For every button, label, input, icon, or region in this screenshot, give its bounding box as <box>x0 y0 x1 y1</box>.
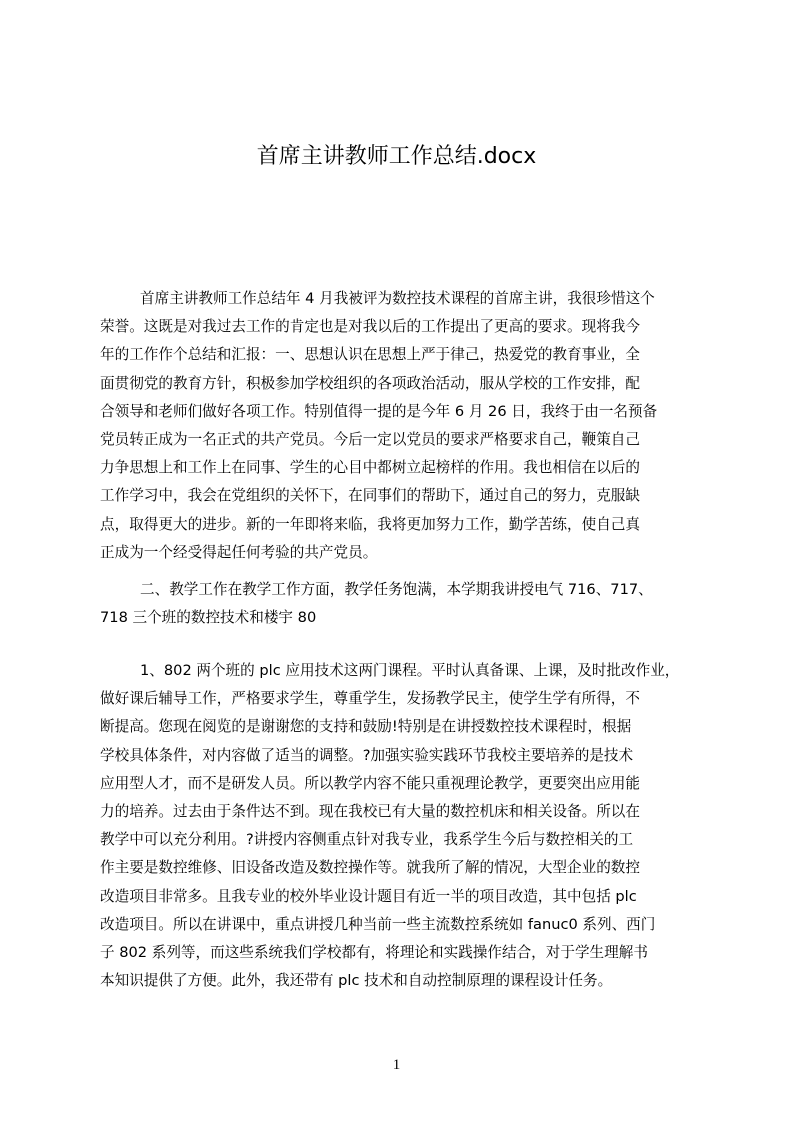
text-line: 点，取得更大的进步。新的一年即将来临，我将更加努力工作，勤学苦练，使自己真 <box>100 515 640 533</box>
text-line: 教学中可以充分利用。?讲授内容侧重点针对我专业，我系学生今后与数控相关的工 <box>100 831 634 849</box>
text-line: 力的培养。过去由于条件达不到。现在我校已有大量的数控机床和相关设备。所以在 <box>100 802 640 820</box>
text-line: 子 802 系列等，而这些系统我们学校都有，将理论和实践操作结合，对于学生理解书 <box>100 943 648 961</box>
text-line: 力争思想上和工作上在同事、学生的心目中都树立起榜样的作用。我也相信在以后的 <box>100 459 640 477</box>
text-line: 面贯彻党的教育方针，积极参加学校组织的各项政治活动，服从学校的工作安排，配 <box>100 374 640 392</box>
text-line: 718 三个班的数控技术和楼宇 80 <box>100 609 317 627</box>
text-line: 年的工作作个总结和汇报：一、思想认识在思想上严于律己，热爱党的教育事业，全 <box>100 346 640 364</box>
text-line: 正成为一个经受得起任何考验的共产党员。 <box>100 543 378 561</box>
paragraph-3 <box>100 657 700 995</box>
paragraph-1 <box>100 285 700 567</box>
text-line: 断提高。您现在阅览的是谢谢您的支持和鼓励!特别是在讲授数控技术课程时，根据 <box>100 718 632 736</box>
document-title: 首席主讲教师工作总结.docx <box>256 144 537 169</box>
text-line: 改造项目非常多。且我专业的校外毕业设计题目有近一半的项目改造，其中包括 plc <box>100 887 637 905</box>
text-line: 党员转正成为一名正式的共产党员。今后一定以党员的要求严格要求自己，鞭策自己 <box>100 430 640 448</box>
text-line: 合领导和老师们做好各项工作。特别值得一提的是今年 6 月 26 日，我终于由一名预备 <box>100 402 658 420</box>
text-line: 首席主讲教师工作总结年 4 月我被评为数控技术课程的首席主讲，我很珍惜这个 <box>140 290 655 307</box>
text-line: 做好课后辅导工作，严格要求学生，尊重学生，发扬教学民主，使学生学有所得，不 <box>100 690 640 708</box>
paragraph-2 <box>100 576 700 632</box>
text-line: 二、教学工作在教学工作方面，教学任务饱满，本学期我讲授电气 716、717、 <box>140 581 653 598</box>
text-line: 荣誉。这既是对我过去工作的肯定也是对我以后的工作提出了更高的要求。现将我今 <box>100 318 640 336</box>
text-line: 工作学习中，我会在党组织的关怀下，在同事们的帮助下，通过自己的努力，克服缺 <box>100 487 640 505</box>
text-line: 本知识提供了方便。此外，我还带有 plc 技术和自动控制原理的课程设计任务。 <box>100 972 613 990</box>
text-line: 作主要是数控维修、旧设备改造及数控操作等。就我所了解的情况，大型企业的数控 <box>100 859 640 877</box>
page-number: 1 <box>392 1057 401 1073</box>
text-line: 应用型人才，而不是研发人员。所以教学内容不能只重视理论教学，更要突出应用能 <box>100 774 640 792</box>
text-line: 学校具体条件，对内容做了适当的调整。?加强实验实践环节我校主要培养的是技术 <box>100 746 634 764</box>
text-line: 改造项目。所以在讲课中，重点讲授几种当前一些主流数控系统如 fanuc0 系列、西门 <box>100 915 656 933</box>
text-line: 1、802 两个班的 plc 应用技术这两门课程。平时认真备课、上课，及时批改作业， <box>140 662 680 679</box>
